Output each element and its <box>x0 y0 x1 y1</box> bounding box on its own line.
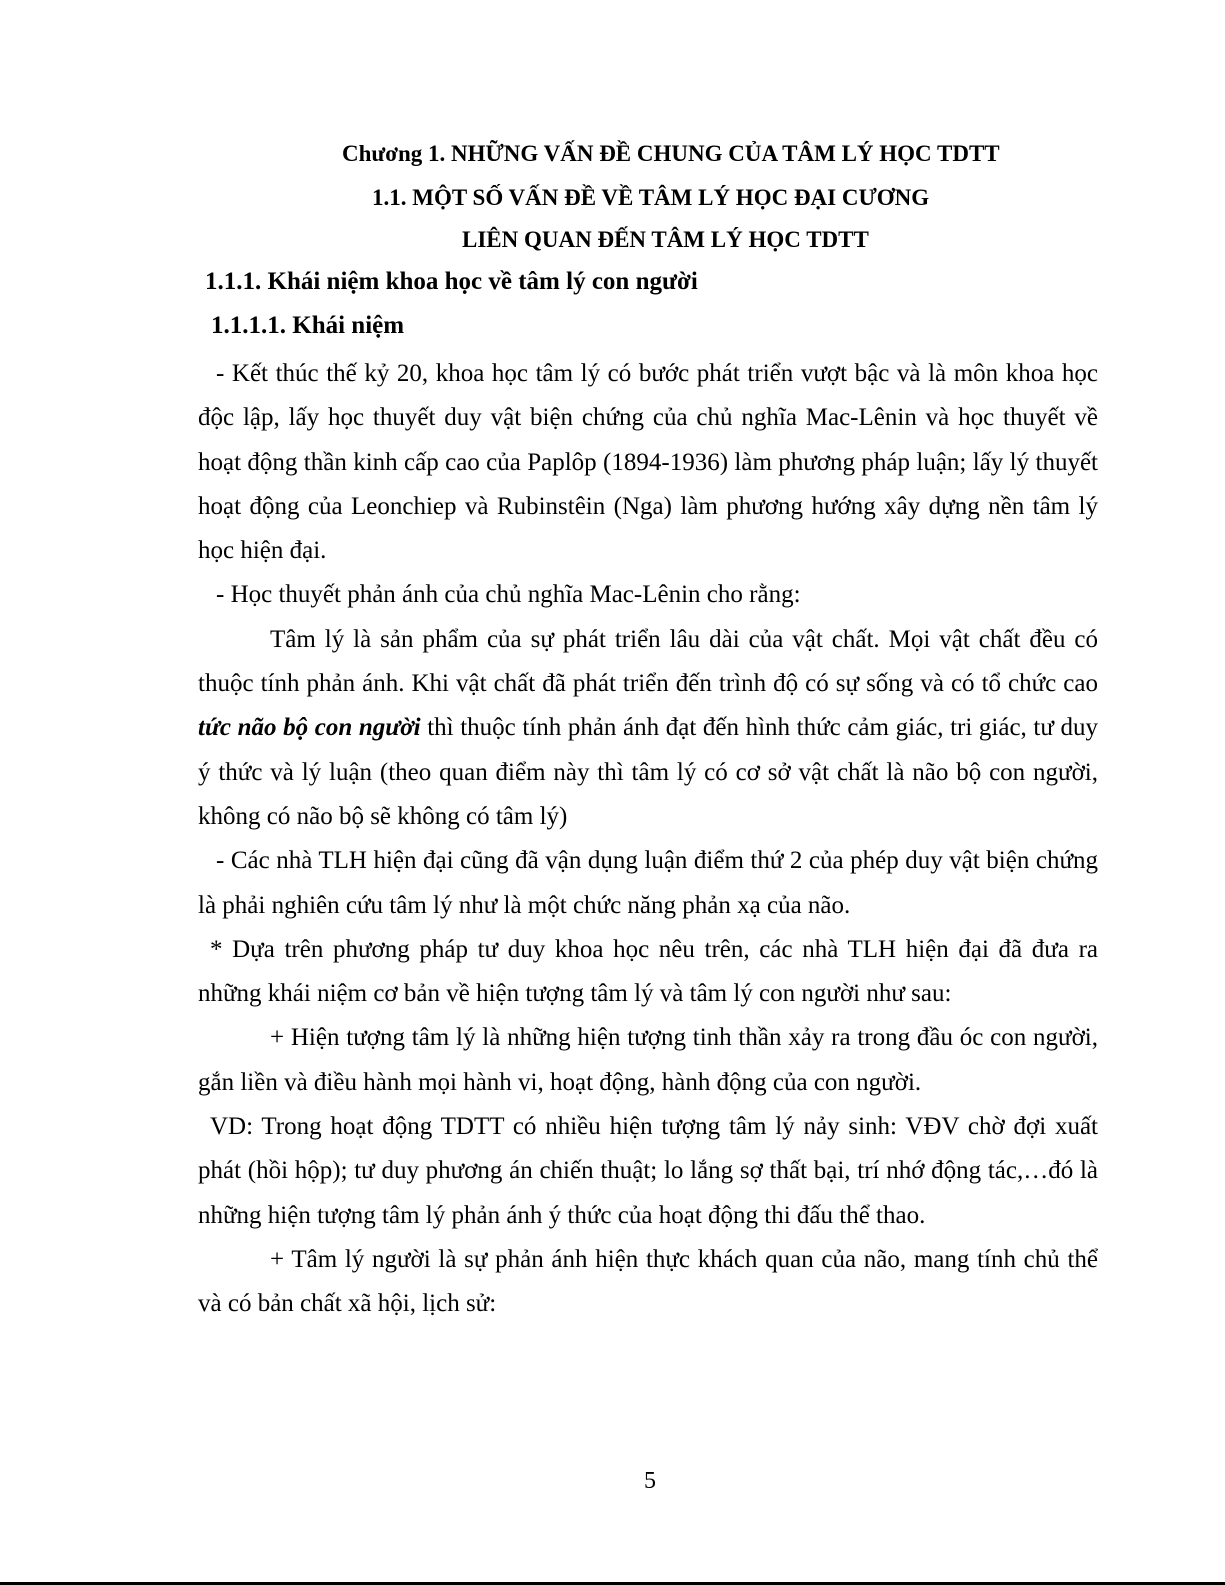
subsubsection-title: 1.1.1.1. Khái niệm <box>211 312 405 339</box>
paragraph: - Học thuyết phản ánh của chủ nghĩa Mac-Lênin cho rằng: <box>216 581 801 609</box>
paragraph-text: thì thuộc tính phản ánh đạt đến hình thức cảm giác, tri giác, tư duy ý thức và lý luận (theo quan điểm này thì tâm lý có cơ sở vật chất là não bộ con người, không có não bộ sẽ không có tâm lý) <box>198 714 1098 830</box>
emphasis-text: tức não bộ con người <box>198 714 421 742</box>
paragraph: + Tâm lý người là sự phản ánh hiện thực khách quan của não, mang tính chủ thể và có bản chất xã hội, lịch sử: <box>198 1245 1098 1318</box>
paragraph: VD: Trong hoạt động TDTT có nhiều hiện tượng tâm lý nảy sinh: VĐV chờ đợi xuất phát (hồi hộp); tư duy phương án chiến thuật; lo lắng sợ thất bại, trí nhớ động tác,…đó là những hiện tượng tâm lý phản ánh ý thức của hoạt động thi đấu thể thao. <box>198 1113 1098 1229</box>
paragraph: - Các nhà TLH hiện đại cũng đã vận dụng luận điểm thứ 2 của phép duy vật biện chứng là phải nghiên cứu tâm lý như là một chức năng phản xạ của não. <box>198 847 1098 919</box>
chapter-title: Chương 1. NHỮNG VẤN ĐỀ CHUNG CỦA TÂM LÝ HỌC TDTT <box>342 141 1000 166</box>
paragraph <box>198 618 1098 839</box>
paragraph: * Dựa trên phương pháp tư duy khoa học nêu trên, các nhà TLH hiện đại đã đưa ra những khái niệm cơ bản về hiện tượng tâm lý và tâm lý con người như sau: <box>198 935 1098 1008</box>
body-text <box>198 352 1098 1327</box>
paragraph: + Hiện tượng tâm lý là những hiện tượng tinh thần xảy ra trong đầu óc con người, gắn liền và điều hành mọi hành vi, hoạt động, hành động của con người. <box>198 1024 1098 1096</box>
paragraph: - Kết thúc thế kỷ 20, khoa học tâm lý có bước phát triển vượt bậc và là môn khoa học độc lập, lấy học thuyết duy vật biện chứng của chủ nghĩa Mac-Lênin và học thuyết về hoạt động thần kinh cấp cao của Paplôp (1894-1936) làm phương pháp luận; lấy lý thuyết hoạt động của Leonchiep và Rubinstêin (Nga) làm phương hướng xây dựng nền tâm lý học hiện đại. <box>198 360 1098 565</box>
page-number: 5 <box>644 1468 656 1494</box>
section-title-line2: LIÊN QUAN ĐẾN TÂM LÝ HỌC TDTT <box>462 227 869 252</box>
section-title-line1: 1.1. MỘT SỐ VẤN ĐỀ VỀ TÂM LÝ HỌC ĐẠI CƯƠNG <box>372 185 930 210</box>
subsection-title: 1.1.1. Khái niệm khoa học về tâm lý con người <box>205 268 698 295</box>
paragraph-text: Tâm lý là sản phẩm của sự phát triển lâu dài của vật chất. Mọi vật chất đều có thuộc tính phản ánh. Khi vật chất đã phát triển đến trình độ có sự sống và có tổ chức cao <box>198 625 1098 698</box>
